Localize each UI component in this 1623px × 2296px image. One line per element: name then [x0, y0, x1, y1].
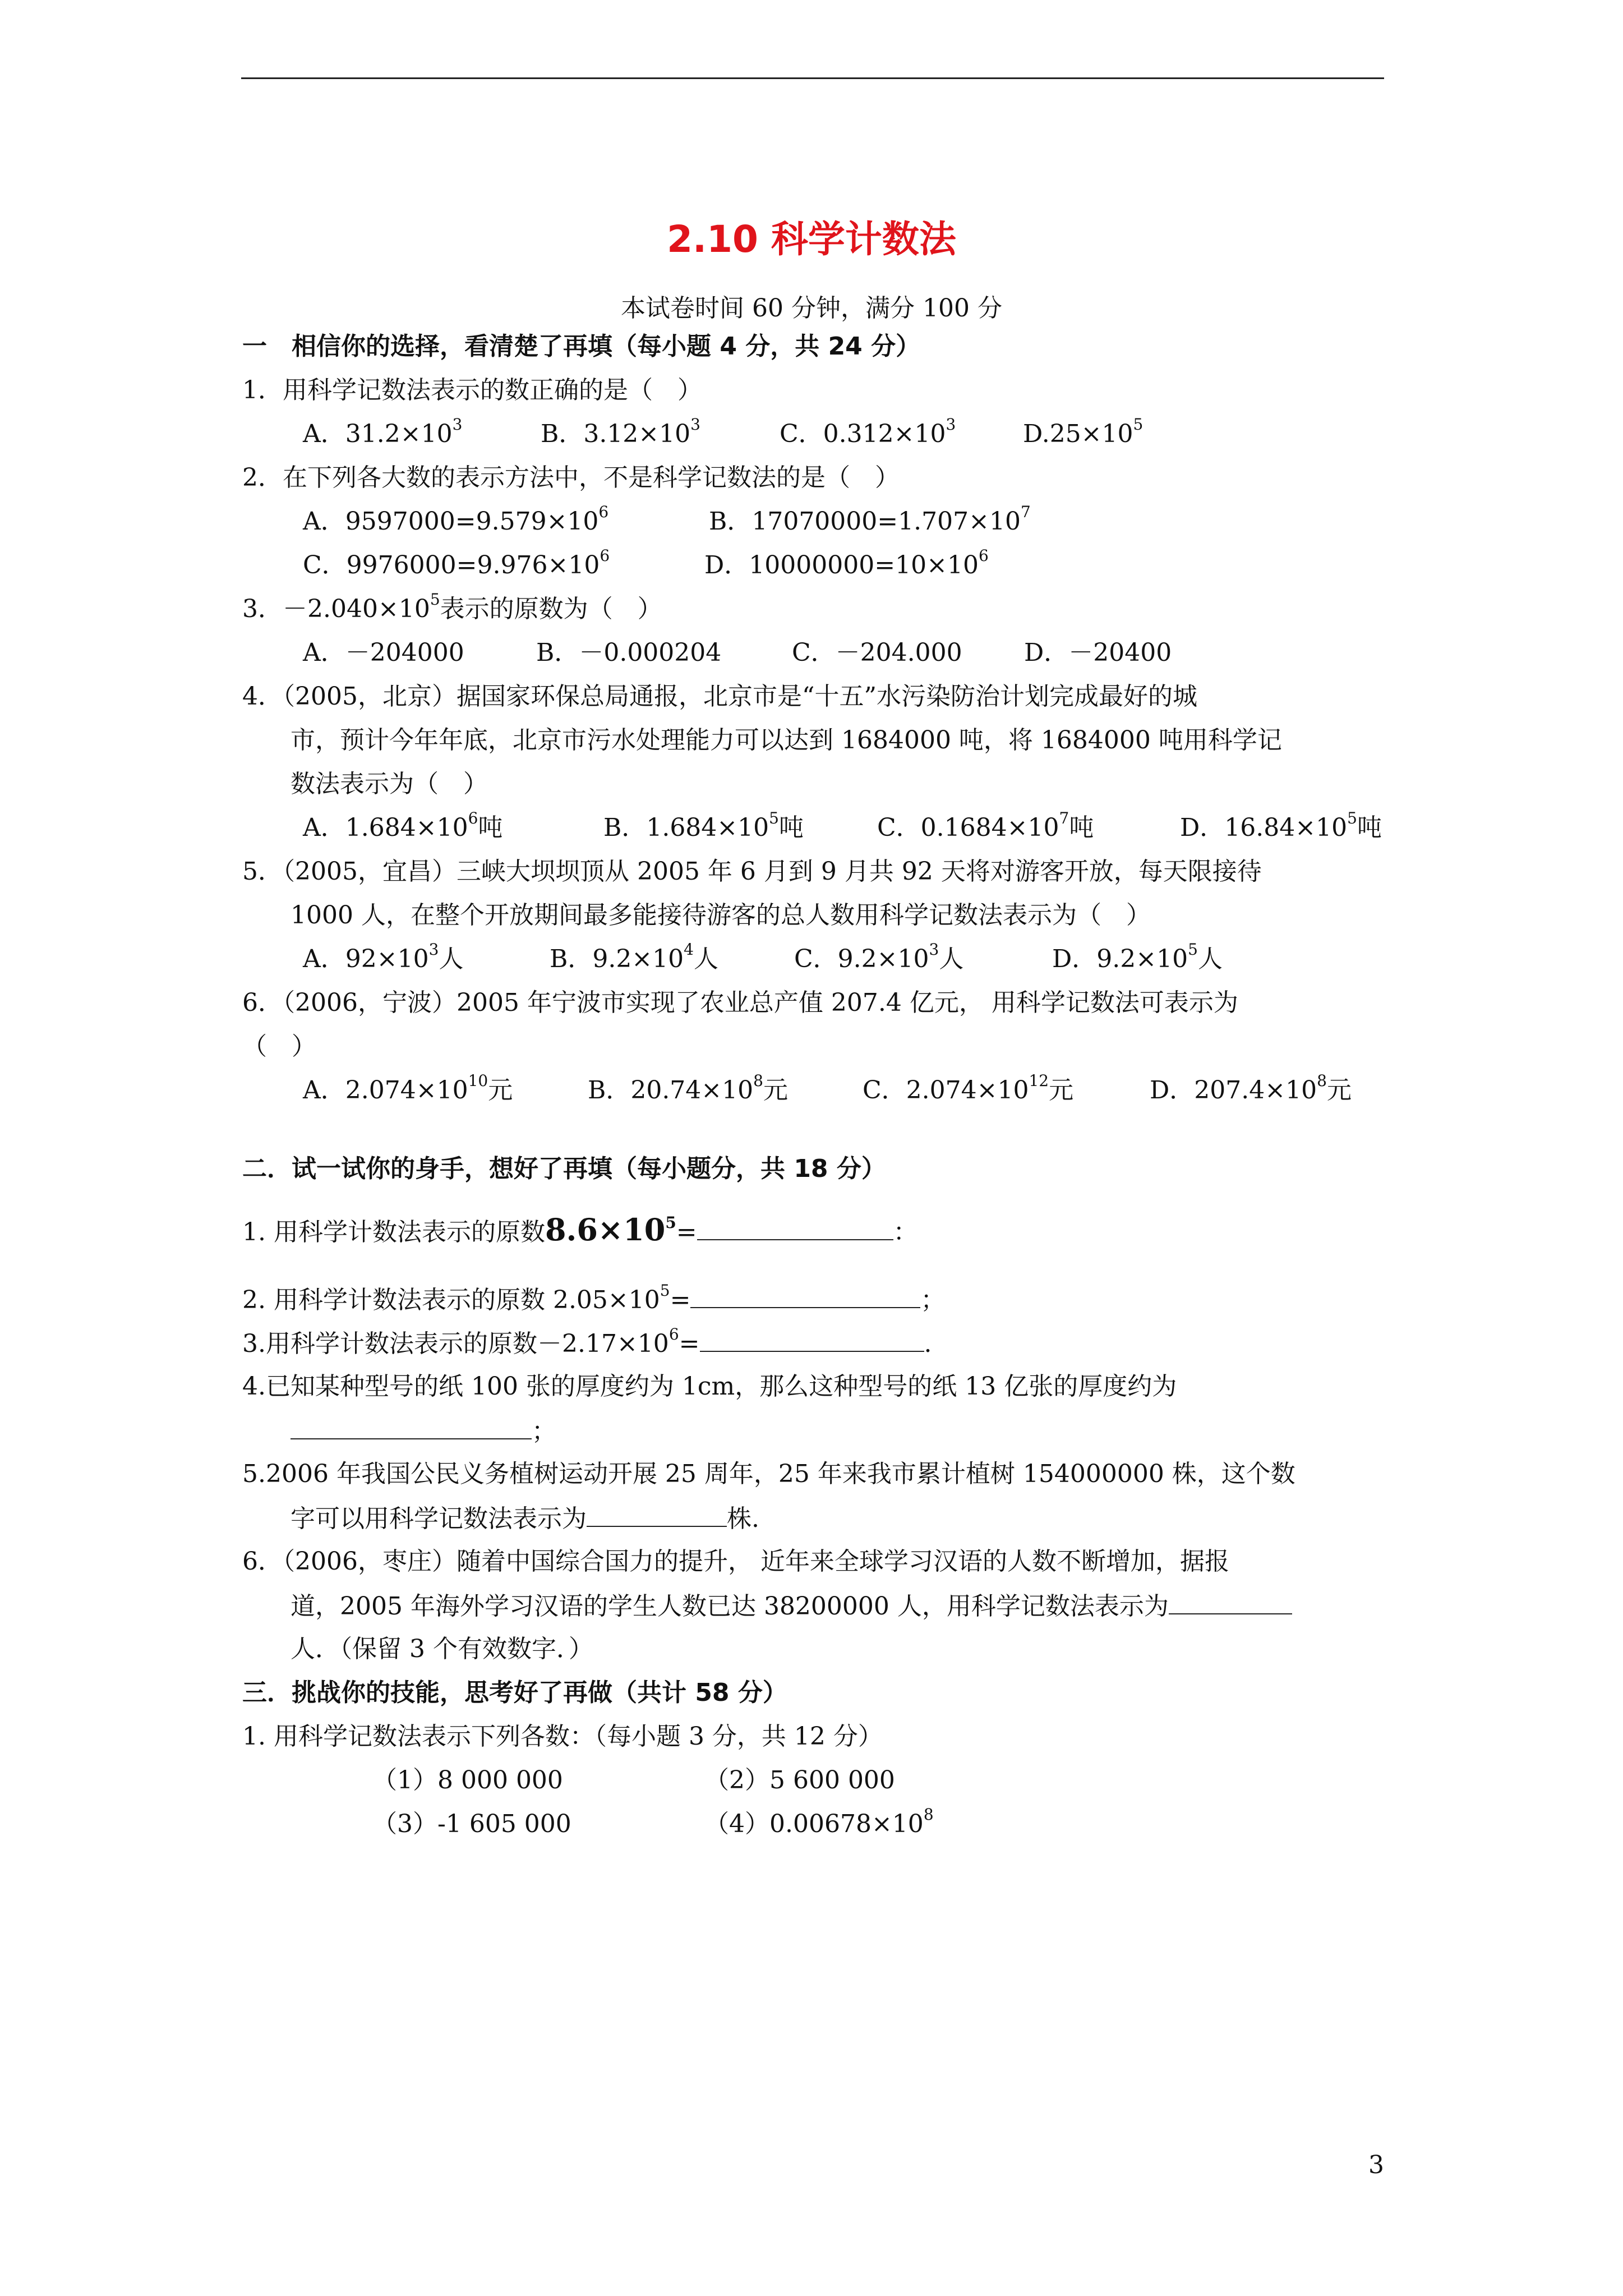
q3-1-stem: 1. 用科学记数法表示下列各数：（每小题 3 分，共 12 分） [242, 1722, 883, 1751]
q1-4-option-d: D．$16.84\times 10^5$吨 [1180, 809, 1382, 842]
q2-6-line-3: 人．（保留 3 个有效数字．） [291, 1635, 593, 1663]
q2-5-line-1: 5.2006 年我国公民义务植树运动开展 25 周年，25 年来我市累计植树 154000000 株，这个数 [242, 1460, 1295, 1488]
q1-4-line-3: 数法表示为（ ） [291, 770, 488, 798]
answer-blank[interactable] [697, 1214, 893, 1240]
q1-4-line-2: 市，预计今年年底，北京市污水处理能力可以达到 1684000 吨，将 1684000 吨用科学记 [291, 726, 1282, 754]
q2-4-line-2: ； [291, 1414, 556, 1448]
q2-3: 3.用科学计数法表示的原数$-2.17\times 10^6=$ . [242, 1325, 932, 1358]
q1-1-option-d: $D.25\times 10^5$ [1023, 415, 1144, 448]
answer-blank[interactable] [291, 1414, 532, 1439]
header-rule [241, 77, 1384, 79]
section-2-heading: 二．试一试你的身手，想好了再填（每小题分，共 18 分） [242, 1154, 886, 1183]
q1-6-option-a: A．$2.074\times 10^{10}$元 [303, 1071, 513, 1105]
q2-1: 1. 用科学计数法表示的原数$8.6\times 10^5=$ ： [242, 1212, 918, 1248]
answer-blank[interactable] [690, 1282, 920, 1308]
q1-5-line-2: 1000 人，在整个开放期间最多能接待游客的总人数用科学记数法表示为（ ） [291, 901, 1151, 930]
q2-6-line-1: 6．（2006，枣庄）随着中国综合国力的提升， 近年来全球学习汉语的人数不断增加，据报 [242, 1547, 1229, 1576]
section-3-heading: 三．挑战你的技能，思考好了再做（共计 58 分） [242, 1678, 787, 1707]
answer-blank[interactable] [587, 1501, 727, 1527]
q3-1-item-4: $(4)0.00678\times 10^8$ [704, 1805, 934, 1838]
answer-blank[interactable] [700, 1326, 924, 1352]
q3-1-item-1: （1）8 000 000 [372, 1766, 563, 1795]
q1-6-option-c: C．$2.074\times 10^{12}$元 [863, 1071, 1074, 1105]
q1-3-stem: 3．$-2.040\times 10^5$表示的原数为（ ） [242, 590, 662, 623]
q1-5-option-d: D．$9.2\times 10^5$人 [1052, 940, 1223, 973]
section-1-heading: 一 相信你的选择，看清楚了再填（每小题 4 分，共 24 分） [242, 332, 921, 361]
q1-4-option-c: C．$0.1684\times 10^7$吨 [877, 809, 1094, 842]
q2-1-math: 8.6×10 [545, 1212, 666, 1248]
page-number: 3 [1368, 2151, 1384, 2179]
q1-5-option-c: C．$9.2\times 10^3$人 [794, 940, 964, 973]
q2-2: 2. 用科学计数法表示的原数 $2.05\times 10^5=$ ； [242, 1281, 946, 1314]
q1-1-option-b: B．$3.12\times 10^3$ [541, 415, 700, 448]
q1-1-stem: 1．用科学记数法表示的数正确的是（ ） [242, 376, 702, 404]
q1-4-option-b: B．$1.684\times 10^5$吨 [603, 809, 804, 842]
q1-6-option-d: D．$207.4\times 10^8$元 [1150, 1071, 1352, 1105]
q1-6-line-1: 6．（2006，宁波）2005 年宁波市实现了农业总产值 207.4 亿元， 用科学记数法可表示为 [242, 988, 1238, 1017]
q1-3-option-c: C．－204.000 [792, 638, 962, 667]
q1-3-option-a: A．－204000 [303, 638, 464, 667]
q1-5-line-1: 5．（2005，宜昌）三峡大坝坝顶从 2005 年 6 月到 9 月共 92 天将对游客开放，每天限接待 [242, 857, 1262, 886]
q1-5-option-b: B．$9.2\times 10^4$人 [550, 940, 718, 973]
q1-3-option-b: B．－0.000204 [536, 638, 722, 667]
q1-4-line-1: 4．（2005，北京）据国家环保总局通报，北京市是“十五”水污染防治计划完成最好的城 [242, 682, 1197, 711]
q1-3-option-d: D．－20400 [1024, 638, 1172, 667]
q1-2-option-d: D．$10000000=10\times 10^6$ [704, 546, 989, 579]
q1-6-line-2: （ ） [242, 1032, 316, 1061]
q1-1-option-a: A．$31.2\times 10^3$ [303, 415, 463, 448]
q2-5-line-2: 字可以用科学记数法表示为 株. [291, 1501, 759, 1536]
page-title: 2.10 科学计数法 [667, 218, 956, 261]
q1-4-option-a: A．$1.684\times 10^6$吨 [303, 809, 503, 842]
q2-4-line-1: 4.已知某种型号的纸 100 张的厚度约为 1cm，那么这种型号的纸 13 亿张的厚度约为 [242, 1372, 1177, 1401]
exam-info: 本试卷时间 60 分钟，满分 100 分 [621, 294, 1002, 323]
q3-1-item-2: （2）5 600 000 [704, 1766, 895, 1795]
q1-5-option-a: A．$92\times 10^3$人 [303, 940, 464, 973]
q1-2-stem: 2．在下列各大数的表示方法中，不是科学记数法的是（ ） [242, 463, 900, 492]
q1-1-option-c: C．$0.312\times 10^3$ [780, 415, 956, 448]
q3-1-item-3: （3）-1 605 000 [372, 1810, 571, 1838]
q1-2-option-a: A．$9597000=9.579\times 10^6$ [303, 503, 609, 536]
q1-2-option-b: B．$17070000=1.707\times 10^7$ [709, 503, 1031, 536]
q2-6-line-2: 道，2005 年海外学习汉语的学生人数已达 38200000 人，用科学记数法表示为 [291, 1589, 1292, 1623]
answer-blank[interactable] [1169, 1589, 1292, 1614]
q1-2-option-c: C．$9976000=9.976\times 10^6$ [303, 546, 610, 579]
q1-6-option-b: B．$20.74\times 10^8$元 [588, 1071, 788, 1105]
